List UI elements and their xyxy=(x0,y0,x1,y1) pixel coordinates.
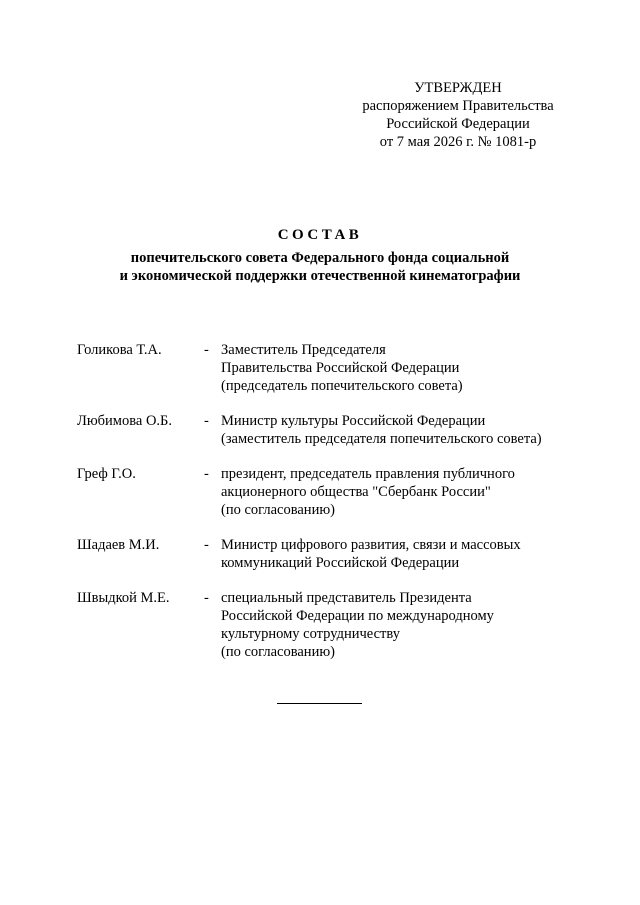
role-line: (по согласованию) xyxy=(221,502,335,518)
role-line: акционерного общества "Сбербанк России" xyxy=(221,484,491,500)
approval-line: от 7 мая 2026 г. № 1081-р xyxy=(379,134,537,150)
member-dash: - xyxy=(204,466,209,482)
member-row xyxy=(77,536,597,572)
approval-line: Российской Федерации xyxy=(386,116,530,132)
role-line: специальный представитель Президента xyxy=(221,590,472,606)
member-role xyxy=(221,536,597,572)
role-line: (по согласованию) xyxy=(221,644,335,660)
role-line: Правительства Российской Федерации xyxy=(221,360,460,376)
member-row xyxy=(77,341,597,395)
member-name: Шадаев М.И. xyxy=(77,537,160,553)
role-line: Министр цифрового развития, связи и массовых xyxy=(221,537,521,553)
member-role xyxy=(221,589,597,661)
member-name: Голикова Т.А. xyxy=(77,342,162,358)
member-row xyxy=(77,412,597,448)
role-line: Российской Федерации по международному xyxy=(221,608,494,624)
member-name: Любимова О.Б. xyxy=(77,413,172,429)
role-line: президент, председатель правления публичного xyxy=(221,466,515,482)
role-line: (председатель попечительского совета) xyxy=(221,378,463,394)
approval-line: распоряжением Правительства xyxy=(362,98,554,114)
member-dash: - xyxy=(204,537,209,553)
role-line: Министр культуры Российской Федерации xyxy=(221,413,486,429)
member-dash: - xyxy=(204,342,209,358)
member-role xyxy=(221,465,597,519)
member-dash: - xyxy=(204,590,209,606)
member-row xyxy=(77,589,597,661)
role-line: (заместитель председателя попечительского совета) xyxy=(221,431,542,447)
role-line: Заместитель Председателя xyxy=(221,342,386,358)
approval-block xyxy=(340,79,576,151)
closing-divider xyxy=(277,703,362,704)
members-list xyxy=(77,341,597,678)
member-row xyxy=(77,465,597,519)
role-line: культурному сотрудничеству xyxy=(221,626,400,642)
document-subtitle xyxy=(0,249,640,285)
member-role xyxy=(221,341,597,395)
member-role xyxy=(221,412,597,448)
approval-heading: УТВЕРЖДЕН xyxy=(414,80,502,96)
role-line: коммуникаций Российской Федерации xyxy=(221,555,460,571)
document-title: СОСТАВ xyxy=(277,227,363,243)
subtitle-line: попечительского совета Федерального фонда социальной xyxy=(130,250,510,266)
member-name: Швыдкой М.Е. xyxy=(77,590,170,606)
member-name: Греф Г.О. xyxy=(77,466,136,482)
member-dash: - xyxy=(204,413,209,429)
subtitle-line: и экономической поддержки отечественной кинематографии xyxy=(119,268,521,284)
